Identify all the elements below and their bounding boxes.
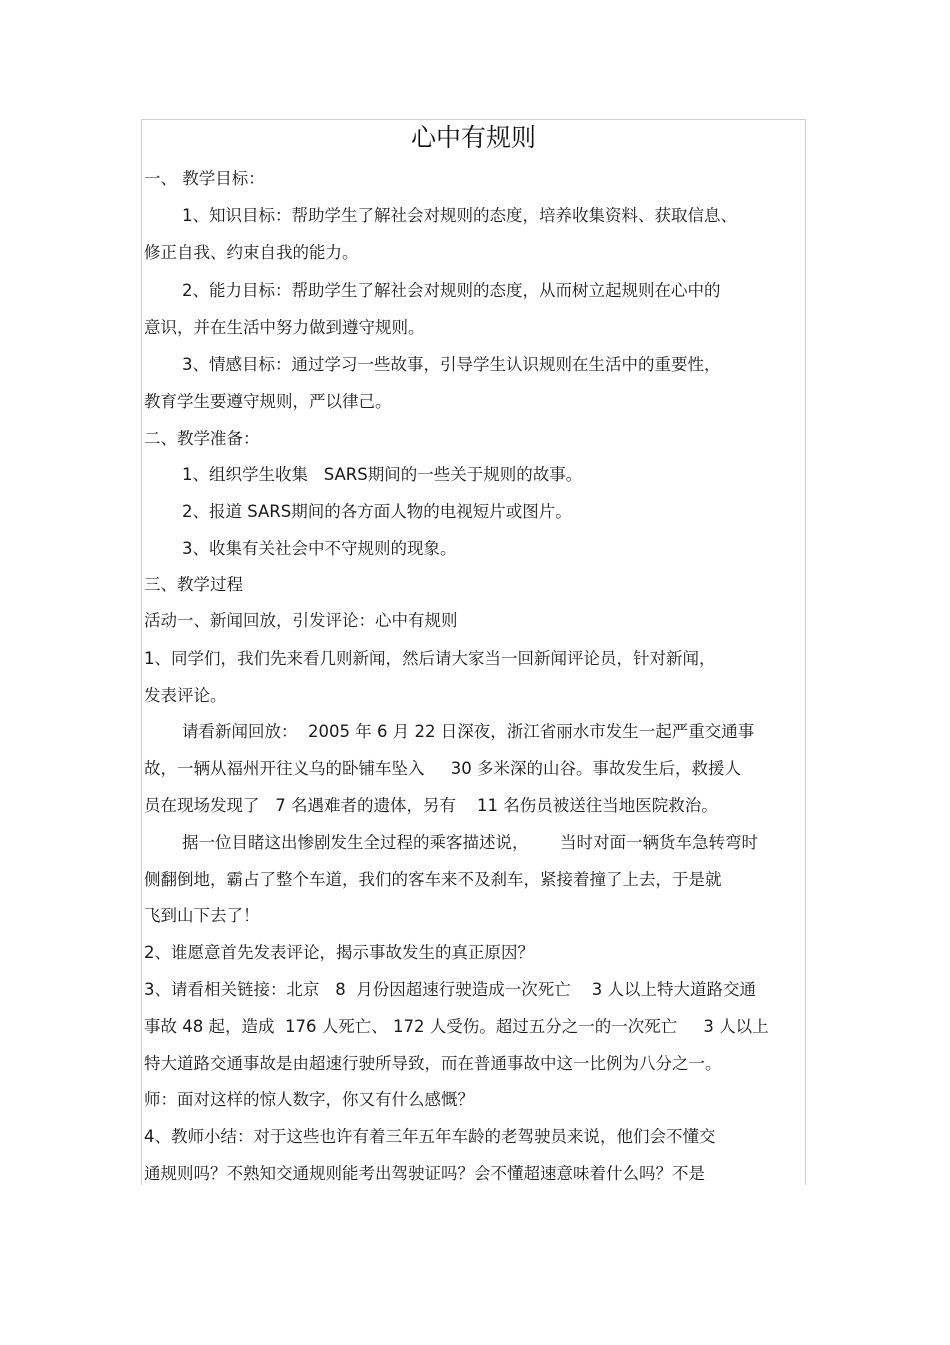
text-line: 2、能力目标：帮助学生了解社会对规则的态度，从而树立起规则在心中的: [182, 281, 721, 300]
text-line: 事故 48 起，造成 176 人死亡、 172 人受伤。超过五分之一的一次死亡 3 人以上: [144, 1017, 769, 1036]
text-line: 员在现场发现了 7 名遇难者的遗体，另有 11 名伤员被送往当地医院救治。: [144, 796, 718, 815]
text-line: 3、情感目标：通过学习一些故事，引导学生认识规则在生活中的重要性，: [182, 355, 721, 374]
section-heading-preparation: 二、教学准备：: [144, 429, 260, 448]
text-line: 通规则吗？不熟知交通规则能考出驾驶证吗？会不懂超速意味着什么吗？不是: [144, 1164, 705, 1183]
section-heading-process: 三、教学过程: [144, 575, 243, 594]
text-line: 4、教师小结：对于这些也许有着三年五年车龄的老驾驶员来说，他们会不懂交: [144, 1127, 716, 1146]
text-line: 特大道路交通事故是由超速行驶所导致，而在普通事故中这一比例为八分之一。: [144, 1054, 722, 1073]
text-line: 侧翻倒地，霸占了整个车道，我们的客车来不及刹车，紧接着撞了上去，于是就: [144, 870, 722, 889]
text-line: 活动一、新闻回放，引发评论：心中有规则: [144, 611, 458, 630]
text-line: 修正自我、约束自我的能力。: [144, 243, 359, 262]
text-line: 教育学生要遵守规则，严以律己。: [144, 392, 392, 411]
text-line: 3、收集有关社会中不守规则的现象。: [182, 539, 457, 558]
text-line: 飞到山下去了！: [144, 906, 260, 925]
text-line: 1、知识目标：帮助学生了解社会对规则的态度，培养收集资料、获取信息、: [182, 206, 737, 225]
text-line: 请看新闻回放： 2005 年 6 月 22 日深夜，浙江省丽水市发生一起严重交通事: [182, 722, 755, 741]
text-line: 3、请看相关链接：北京 8 月份因超速行驶造成一次死亡 3 人以上特大道路交通: [144, 980, 756, 999]
text-line: 发表评论。: [144, 686, 227, 705]
text-line: 意识，并在生活中努力做到遵守规则。: [144, 318, 425, 337]
text-line: 故，一辆从福州开往义乌的卧铺车坠入 30 多米深的山谷。事故发生后，救援人: [144, 759, 741, 778]
text-line: 师：面对这样的惊人数字，你又有什么感慨？: [144, 1090, 474, 1109]
section-heading-objectives: 一、 教学目标：: [144, 169, 265, 188]
document-title: 心中有规则: [410, 123, 536, 152]
text-line: 1、组织学生收集 SARS期间的一些关于规则的故事。: [182, 465, 583, 484]
text-line: 2、谁愿意首先发表评论，揭示事故发生的真正原因？: [144, 943, 534, 962]
text-line: 1、同学们，我们先来看几则新闻，然后请大家当一回新闻评论员，针对新闻，: [144, 649, 716, 668]
text-line: 2、报道 SARS期间的各方面人物的电视短片或图片。: [182, 502, 572, 521]
text-line: 据一位目睹这出惨剧发生全过程的乘客描述说， 当时对面一辆货车急转弯时: [182, 833, 758, 852]
